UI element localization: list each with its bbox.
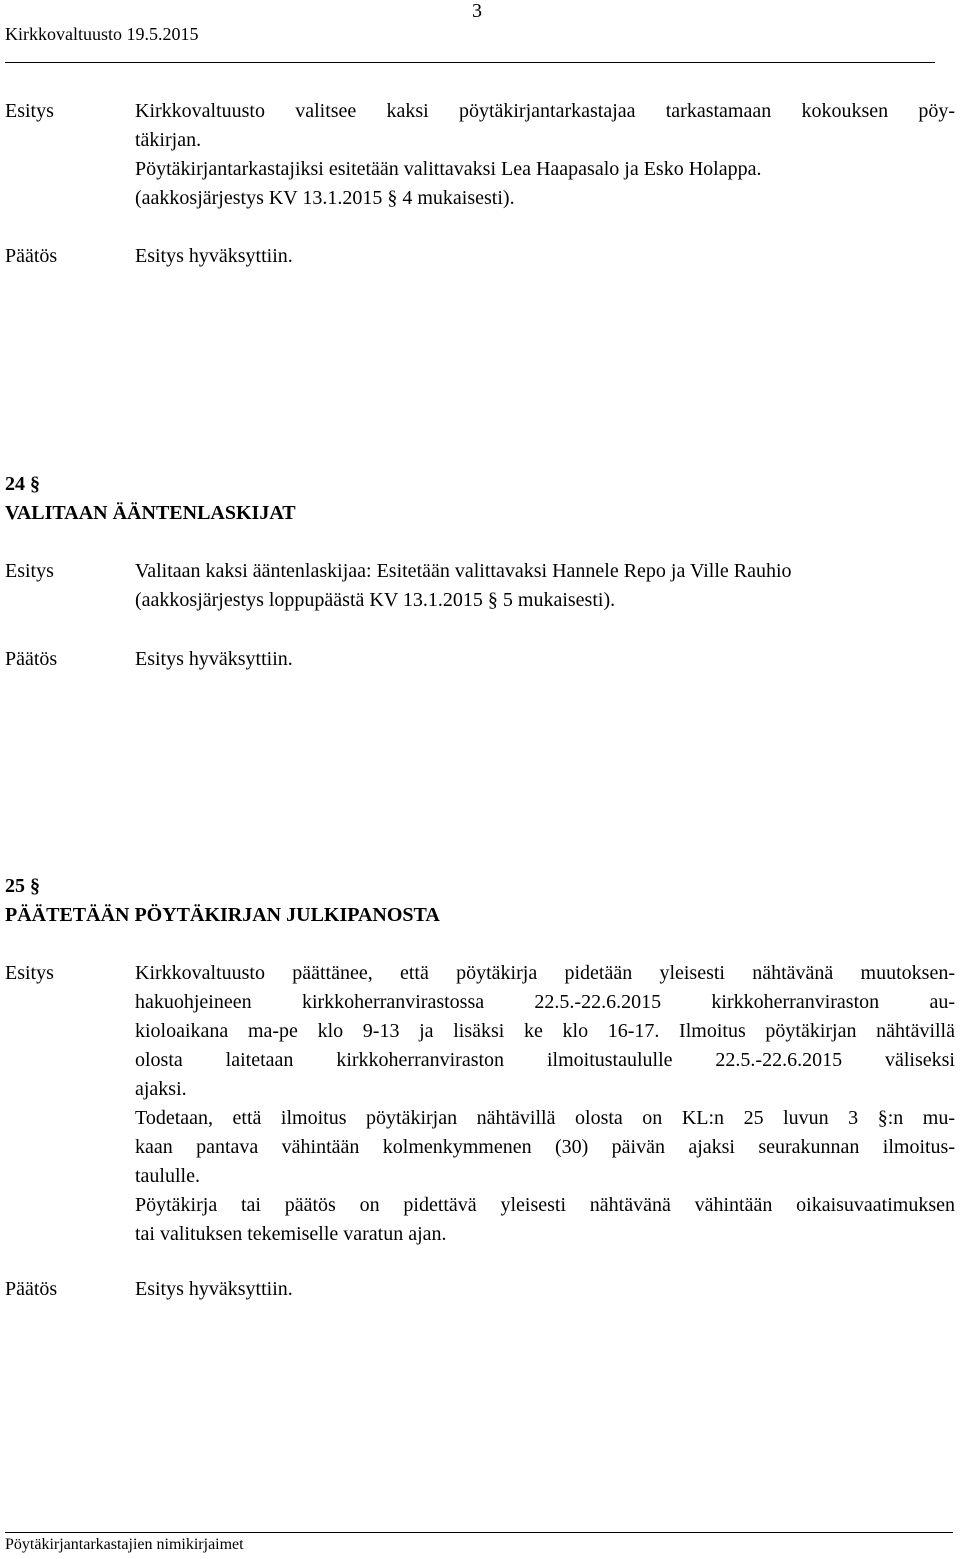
proposal-label: Esitys [5, 962, 54, 984]
text-line: kaan pantava vähintään kolmenkymmenen (30) päivän ajaksi seurakunnan ilmoitus- [135, 1136, 955, 1158]
header-divider [5, 62, 935, 63]
footer-divider [5, 1532, 953, 1533]
page-number: 3 [472, 0, 482, 22]
text-line: Valitaan kaksi ääntenlaskijaa: Esitetään valittavaksi Hannele Repo ja Ville Rauhio [135, 560, 792, 582]
proposal-text [135, 557, 955, 615]
text-line: täkirjan. [135, 129, 202, 151]
section-24-heading [5, 470, 296, 528]
proposal-label: Esitys [5, 100, 54, 122]
proposal-text [135, 97, 955, 213]
text-line: taululle. [135, 1165, 200, 1187]
decision-label: Päätös [5, 648, 58, 670]
proposal-text [135, 959, 955, 1249]
decision-label: Päätös [5, 1278, 58, 1300]
decision-text: Esitys hyväksyttiin. [135, 1278, 293, 1300]
text-line: Kirkkovaltuusto päättänee, että pöytäkirja pidetään yleisesti nähtävänä muutoksen- [135, 962, 955, 984]
text-line: Pöytäkirja tai päätös on pidettävä yleisesti nähtävänä vähintään oikaisuvaatimuksen [135, 1194, 955, 1216]
decision-text: Esitys hyväksyttiin. [135, 648, 293, 670]
text-line: kioloaikana ma-pe klo 9-13 ja lisäksi ke klo 16-17. Ilmoitus pöytäkirjan nähtävillä [135, 1020, 955, 1042]
text-line: Kirkkovaltuusto valitsee kaksi pöytäkirjantarkastajaa tarkastamaan kokouksen pöy- [135, 100, 955, 122]
section-title: VALITAAN ÄÄNTENLASKIJAT [5, 502, 296, 524]
decision-label: Päätös [5, 245, 58, 267]
document-header-title: Kirkkovaltuusto 19.5.2015 [5, 24, 199, 44]
text-line: (aakkosjärjestys loppupäästä KV 13.1.2015 § 5 mukaisesti). [135, 589, 616, 611]
section-title: PÄÄTETÄÄN PÖYTÄKIRJAN JULKIPANOSTA [5, 904, 440, 926]
text-line: Pöytäkirjantarkastajiksi esitetään valittavaksi Lea Haapasalo ja Esko Holappa. [135, 158, 762, 180]
text-line: olosta laitetaan kirkkoherranviraston ilmoitustaululle 22.5.-22.6.2015 väliseksi [135, 1049, 955, 1071]
text-line: Todetaan, että ilmoitus pöytäkirjan nähtävillä olosta on KL:n 25 luvun 3 §:n mu- [135, 1107, 955, 1129]
decision-text: Esitys hyväksyttiin. [135, 245, 293, 267]
section-number: 25 § [5, 875, 40, 897]
text-line: tai valituksen tekemiselle varatun ajan. [135, 1223, 447, 1245]
text-line: hakuohjeineen kirkkoherranvirastossa 22.5.-22.6.2015 kirkkoherranviraston au- [135, 991, 955, 1013]
text-line: ajaksi. [135, 1078, 187, 1100]
section-25-heading [5, 872, 440, 930]
proposal-label: Esitys [5, 560, 54, 582]
footer-initials-label: Pöytäkirjantarkastajien nimikirjaimet [5, 1536, 244, 1553]
section-number: 24 § [5, 473, 40, 495]
text-line: (aakkosjärjestys KV 13.1.2015 § 4 mukaisesti). [135, 187, 515, 209]
